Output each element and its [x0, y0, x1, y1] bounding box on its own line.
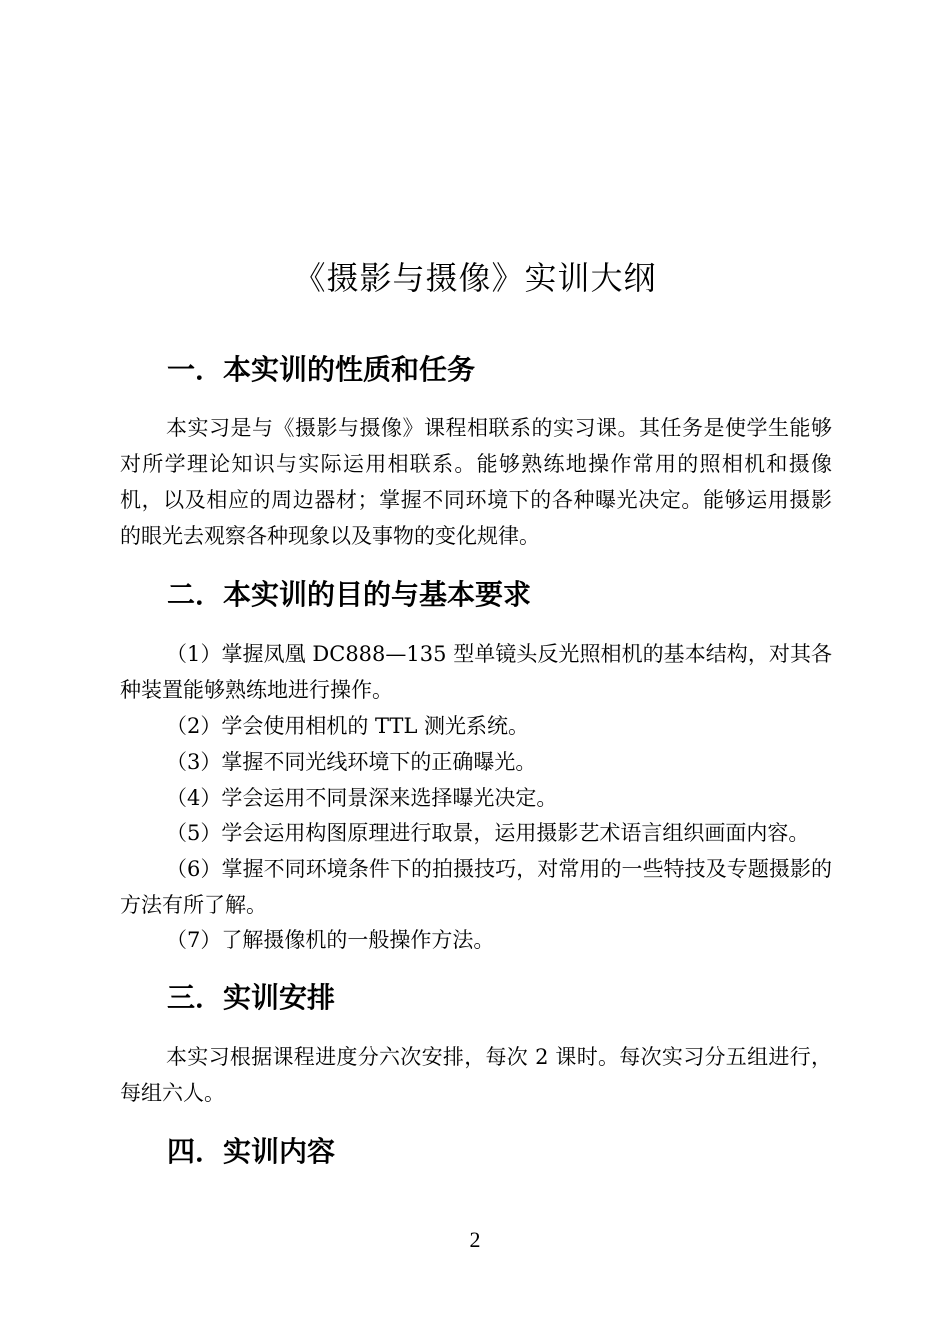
- section-heading-4: 四．实训内容: [167, 1135, 336, 1168]
- requirement-item-2: （2）学会使用相机的 TTL 测光系统。: [166, 714, 530, 738]
- requirement-item-3: （3）掌握不同光线环境下的正确曝光。: [166, 750, 537, 774]
- requirement-item-6: （6）掌握不同环境条件下的拍摄技巧，对常用的一些特技及专题摄影的方法有所了解。: [120, 857, 832, 917]
- requirement-item-5: （5）学会运用构图原理进行取景，运用摄影艺术语言组织画面内容。: [166, 821, 810, 845]
- section-heading-3: 三．实训安排: [167, 981, 336, 1014]
- section-3-paragraph: 本实习根据课程进度分六次安排，每次 2 课时。每次实习分五组进行，每组六人。: [120, 1045, 832, 1105]
- section-heading-1: 一．本实训的性质和任务: [167, 353, 476, 386]
- section-heading-2: 二．本实训的目的与基本要求: [167, 578, 532, 611]
- requirement-item-7: （7）了解摄像机的一般操作方法。: [166, 928, 495, 952]
- requirement-item-4: （4）学会运用不同景深来选择曝光决定。: [166, 786, 558, 810]
- section-1-paragraph: 本实习是与《摄影与摄像》课程相联系的实习课。其任务是使学生能够对所学理论知识与实际运用相联系。能够熟练地操作常用的照相机和摄像机，以及相应的周边器材；掌握不同环境下的各种曝光决定。能够运用摄影的眼光去观察各种现象以及事物的变化规律。: [120, 416, 832, 548]
- requirement-item-1: （1）掌握凤凰 DC888—135 型单镜头反光照相机的基本结构，对其各种装置能够熟练地进行操作。: [120, 642, 832, 702]
- page-number: 2: [469, 1227, 481, 1252]
- document-title: 《摄影与摄像》实训大纲: [293, 259, 657, 297]
